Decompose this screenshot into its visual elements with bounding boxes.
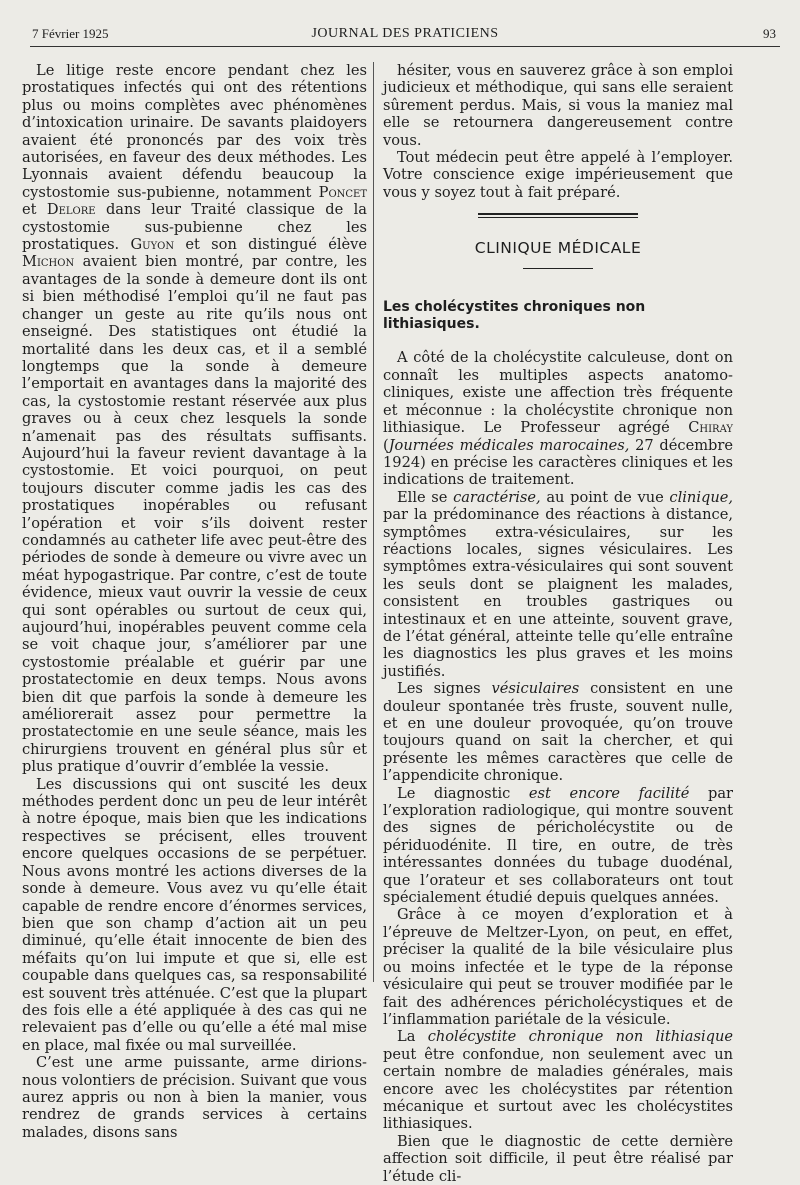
author-name: Michon [22, 253, 75, 271]
emphasis: vésiculaires [491, 680, 580, 698]
paragraph: C’est une arme puissante, arme dirions-nous volontiers de précision. Suivant que vous aurez appris ou non à bien la manier, vous rendrez de grands services à certains malades, disons sans [22, 1054, 367, 1141]
text-run: au point de vue [546, 488, 664, 506]
paragraph: Bien que le diagnostic de cette dernière affection soit difficile, il peut être réalisé par l’étude cli- [383, 1132, 733, 1185]
text-run: A côté de la cholécystite calculeuse, dont on connaît les multiples aspects anatomo-cliniques, existe une affection très fréquente et méconnue : la cholécystite chronique non lithiasique. Le Professeur agrégé [383, 349, 733, 437]
emphasis: caractérise, [453, 488, 541, 506]
paragraph [22, 62, 367, 776]
author-name: Chiray [688, 419, 733, 437]
header-journal-title: JOURNAL DES PRATICIENS [311, 26, 499, 41]
text-run: dans leur Traité classique de la cystostomie sus-pubienne chez les prostatiques. [22, 201, 368, 254]
article-title: Les cholécystites chroniques non lithiasiques. [383, 298, 646, 333]
paragraph [383, 489, 733, 680]
header-date: 7 Février 1925 [32, 26, 109, 41]
paragraph [383, 349, 733, 488]
section-separator-rule [478, 213, 638, 218]
header-page-number: 93 [763, 26, 776, 41]
journal-citation: Journées médicales marocaines, [388, 436, 630, 454]
right-column [383, 62, 733, 1185]
left-column [22, 62, 367, 1141]
column-divider [373, 62, 374, 982]
author-name: Poncet [318, 183, 368, 201]
running-header [30, 26, 780, 47]
text-run: peut être confondue, non seulement avec un certain nombre de maladies générales, mais encore avec les cholécystites par rétention mécanique et surtout avec les cholécystites lithiasiques. [383, 1045, 733, 1133]
text-run: par l’exploration radiologique, qui montre souvent des signes de péricholécystite ou de périduodénite. Il tire, en outre, de très intéressantes données du tubage duodénal, que l’orateur et ses collaborateurs ont tout spécialement étudié depuis quelques années. [383, 784, 734, 907]
text-run: Elle se [397, 488, 448, 506]
text-run: ( [383, 436, 389, 454]
text-run: La [397, 1028, 416, 1046]
paragraph [383, 1028, 733, 1132]
text-run: consistent en une douleur spontanée très fruste, souvent nulle, et en une douleur provoquée, qu’on trouve toujours quand on sait la chercher, et qui présente les mêmes caractères que celle de l’appendicite chronique. [383, 680, 734, 785]
text-run: et [22, 201, 37, 219]
section-heading: CLINIQUE MÉDICALE [474, 239, 642, 258]
heading-underline-rule [523, 268, 593, 269]
author-name: Delore [46, 201, 96, 219]
text-run: Le diagnostic [397, 784, 511, 802]
emphasis: cholécystite chronique non lithiasique [427, 1028, 733, 1046]
paragraph: Grâce à ce moyen d’exploration et à l’épreuve de Meltzer-Lyon, on peut, en effet, préciser la qualité de la bile vésiculaire plus ou moins infectée et le type de la réponse vésiculaire qui peut se trouver modifiée par le fait des adhérences péricholécystiques et de l’inflammation pariétale de la vésicule. [383, 906, 733, 1028]
paragraph [383, 785, 733, 907]
text-run: Le litige reste encore pendant chez les prostatiques infectés qui ont des rétentions plus ou moins complètes avec phénomènes d’intoxication urinaire. De savants plaidoyers avaient été prononcés par des voix très autorisées, en faveur des deux méthodes. Les Lyonnais avaient défendu beaucoup la cystostomie sus-pubienne, notamment [22, 62, 367, 201]
emphasis: est encore facilité [528, 784, 690, 802]
emphasis: clinique, [669, 488, 733, 506]
text-run: 27 décembre 1924) en précise les caractères cliniques et les indications de traitement. [383, 436, 733, 489]
paragraph: hésiter, vous en sauverez grâce à son emploi judicieux et méthodique, qui sans elle seraient sûrement perdus. Mais, si vous la maniez mal elle se retournera dangereusement contre vous. [383, 62, 733, 149]
paragraph [383, 680, 733, 784]
paragraph: Les discussions qui ont suscité les deux méthodes perdent donc un peu de leur intérêt à notre époque, mais bien que les indications respectives se précisent, elles trouvent encore quelques occasions de se perpétuer. Nous avons montré les actions diverses de la sonde à demeure. Vous avez vu qu’elle était capable de rendre encore d’énormes services, bien que son champ d’action ait un peu diminué, qu’elle était innocente de bien des méfaits qu’on lui impute et que si, elle est coupable dans quelques cas, sa responsabilité est souvent très atténuée. C’est que la plupart des fois elle a été appliquée à des cas qui ne relevaient pas d’elle ou qu’elle a été mal mise en place, mal fixée ou mal surveillée. [22, 775, 367, 1054]
text-run: avaient bien montré, par contre, les avantages de la sonde à demeure dont ils ont si bien méthodisé l’emploi qu’il ne faut pas changer un geste au rite qu’ils nous ont enseigné. Des statistiques ont étudié la mortalité dans les deux cas, et il a semblé longtemps que la sonde à demeure l’emportait en avantages dans la majorité des cas, la cystostomie restant réservée aux plus graves ou à ceux chez lesquels la sonde n’amenait pas des résultats suffisants. Aujourd’hui la faveur revient davantage à la cystostomie. Et voici pourquoi, on peut toujours discuter comme jadis les cas des prostatiques inopérables ou refusant l’opération et voir s’ils doivent rester condamnés au catheter life avec peut-être des périodes de sonde à demeure ou vivre avec un méat hypogastrique. Par contre, c’est de toute évidence, mieux vaut ouvrir la vessie de ceux qui sont opérables ou surtout de ceux qui, aujourd’hui, inopérables peuvent comme cela se voit chaque jour, s’améliorer par une cystostomie préalable et guérir par une prostatectomie en deux temps. Nous avons bien dit que parfois la sonde à demeure les améliorerait assez pour permettre la prostatectomie en une seule séance, mais les chirurgiens trouvent en général plus sûr et plus pratique d’ouvrir d’emblée la vessie. [22, 253, 367, 776]
text-run: par la prédominance des réactions à distance, symptômes extra-vésiculaires, sur les réactions locales, signes vésiculaires. Les symptômes extra-vésiculaires qui sont souvent les seuls dont se plaignent les malades, consistent en troubles gastriques ou intestinaux et en une atteinte, souvent grave, de l’état général, atteinte telle qu’elle entraîne les diagnostics les plus graves et les moins justifiés. [383, 506, 733, 680]
text-run: Les signes [397, 680, 481, 698]
paragraph: Tout médecin peut être appelé à l’employer. Votre conscience exige impérieusement que vous y soyez tout à fait préparé. [383, 149, 733, 201]
author-name: Guyon [130, 236, 175, 254]
text-run: et son distingué élève [185, 236, 368, 254]
